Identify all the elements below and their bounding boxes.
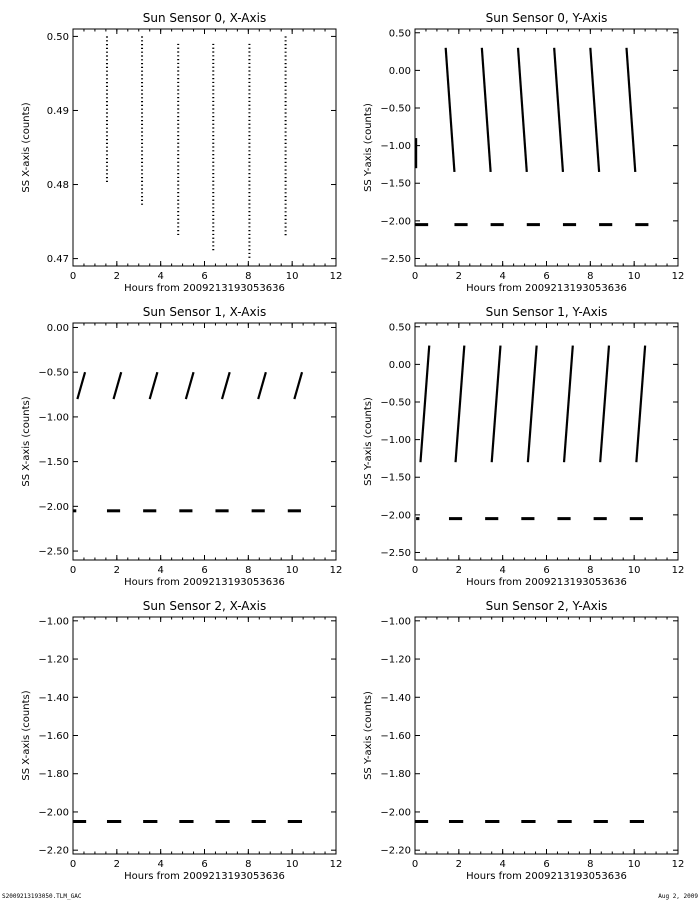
y-tick-label: 0.47	[46, 254, 69, 266]
x-axis-label: Hours from 2009213193053636	[124, 871, 285, 882]
y-tick-label: 0.48	[46, 180, 69, 192]
x-tick-label: 10	[285, 565, 299, 576]
x-tick-label: 8	[245, 565, 252, 576]
x-tick-label: 8	[245, 859, 252, 870]
data-segment-1	[456, 346, 465, 463]
plot-frame	[73, 29, 336, 266]
y-tick-label: −1.40	[38, 692, 69, 704]
chart-panel-3	[363, 305, 684, 588]
chart-panel-5	[363, 599, 684, 882]
x-tick-label: 10	[285, 859, 299, 870]
data-segment-4	[554, 48, 563, 172]
y-tick-label: −2.20	[380, 845, 411, 857]
y-tick-label: −1.20	[38, 654, 69, 666]
y-tick-label: −1.00	[38, 616, 69, 628]
x-tick-label: 12	[329, 859, 343, 870]
x-axis-label: Hours from 2009213193053636	[466, 577, 627, 588]
x-tick-label: 0	[69, 859, 77, 870]
y-tick-label: −1.00	[380, 616, 411, 628]
x-tick-label: 10	[627, 859, 641, 870]
y-tick-label: −1.00	[380, 141, 411, 153]
y-tick-label: 0.00	[388, 65, 411, 77]
y-tick-label: −1.60	[380, 731, 411, 742]
y-tick-label: −0.50	[380, 397, 411, 409]
y-axis-label: SS X-axis (counts)	[21, 102, 32, 193]
x-tick-label: 4	[499, 859, 506, 870]
data-segment-0	[77, 372, 85, 399]
data-segment-2	[492, 346, 501, 463]
x-tick-label: 6	[543, 565, 550, 576]
x-tick-label: 12	[329, 565, 343, 576]
data-segment-4	[564, 346, 573, 463]
y-tick-label: −2.50	[380, 547, 411, 559]
x-tick-label: 12	[671, 565, 685, 576]
x-tick-label: 2	[113, 859, 121, 870]
data-segment-3	[518, 48, 527, 172]
y-tick-label: 0.50	[388, 28, 411, 40]
y-axis-label: SS Y-axis (counts)	[363, 397, 374, 486]
x-tick-label: 10	[285, 271, 299, 282]
y-tick-label: −2.00	[38, 807, 69, 819]
plot-frame	[415, 617, 678, 854]
x-tick-label: 0	[69, 565, 77, 576]
x-axis-label: Hours from 2009213193053636	[466, 871, 627, 882]
y-tick-label: −2.50	[380, 253, 411, 265]
data-segment-3	[186, 372, 194, 399]
plot-frame	[415, 29, 678, 266]
x-tick-label: 8	[587, 271, 594, 282]
data-segment-5	[600, 346, 609, 463]
y-tick-label: −1.20	[380, 654, 411, 666]
y-tick-label: 0.00	[388, 359, 411, 371]
data-segment-2	[150, 372, 158, 399]
y-tick-label: −0.50	[38, 367, 69, 379]
x-tick-label: 8	[245, 271, 252, 282]
chart-panel-2	[21, 305, 342, 588]
x-tick-label: 4	[499, 565, 506, 576]
y-tick-label: 0.49	[46, 105, 69, 117]
y-tick-label: −2.00	[380, 216, 411, 228]
y-tick-label: −2.20	[38, 845, 69, 857]
x-tick-label: 0	[69, 271, 77, 282]
y-tick-label: −2.00	[380, 510, 411, 522]
x-tick-label: 4	[157, 859, 164, 870]
x-axis-label: Hours from 2009213193053636	[124, 577, 285, 588]
x-tick-label: 2	[113, 271, 121, 282]
data-segment-5	[590, 48, 599, 172]
y-tick-label: −0.50	[380, 103, 411, 115]
y-tick-label: −1.50	[380, 178, 411, 190]
x-tick-label: 6	[543, 271, 550, 282]
data-segment-0	[420, 346, 429, 463]
x-tick-label: 12	[329, 271, 343, 282]
chart-title: Sun Sensor 0, Y-Axis	[485, 11, 608, 25]
x-tick-label: 4	[157, 271, 164, 282]
x-tick-label: 6	[201, 271, 208, 282]
x-tick-label: 2	[455, 859, 463, 870]
x-tick-label: 6	[543, 859, 550, 870]
data-segment-3	[528, 346, 537, 463]
chart-title: Sun Sensor 1, X-Axis	[142, 305, 267, 319]
y-tick-label: −1.80	[38, 769, 69, 781]
y-tick-label: −1.50	[380, 472, 411, 484]
footer-date-label: Aug 2, 2009	[658, 893, 698, 900]
chart-title: Sun Sensor 0, X-Axis	[142, 11, 267, 25]
data-segment-1	[114, 372, 122, 399]
x-tick-label: 8	[587, 859, 594, 870]
x-tick-label: 6	[201, 859, 208, 870]
y-tick-label: −2.00	[38, 501, 69, 513]
data-segment-4	[222, 372, 230, 399]
x-tick-label: 0	[411, 859, 419, 870]
y-tick-label: −1.60	[38, 731, 69, 742]
y-tick-label: 0.50	[46, 31, 69, 43]
x-tick-label: 10	[627, 271, 641, 282]
data-segment-6	[294, 372, 302, 399]
y-tick-label: −1.40	[380, 692, 411, 704]
y-tick-label: −1.00	[38, 412, 69, 424]
x-tick-label: 4	[157, 565, 164, 576]
chart-panel-1	[363, 11, 684, 294]
data-segment-6	[626, 48, 635, 172]
y-axis-label: SS X-axis (counts)	[21, 396, 32, 487]
y-tick-label: −1.00	[380, 435, 411, 447]
x-tick-label: 4	[499, 271, 506, 282]
x-tick-label: 10	[627, 565, 641, 576]
data-segment-6	[636, 346, 645, 463]
data-segment-1	[446, 48, 455, 172]
x-tick-label: 12	[671, 271, 685, 282]
plot-frame	[73, 323, 336, 560]
plot-frame	[73, 617, 336, 854]
y-axis-label: SS Y-axis (counts)	[363, 691, 374, 780]
footer-file-label: S2009213193050.TLM_GAC	[2, 893, 82, 900]
x-axis-label: Hours from 2009213193053636	[466, 283, 627, 294]
x-tick-label: 2	[113, 565, 121, 576]
x-tick-label: 0	[411, 271, 419, 282]
chart-panel-4	[21, 599, 342, 882]
y-tick-label: −1.50	[38, 457, 69, 469]
x-tick-label: 12	[671, 859, 685, 870]
x-tick-label: 2	[455, 271, 463, 282]
x-tick-label: 6	[201, 565, 208, 576]
x-tick-label: 8	[587, 565, 594, 576]
y-tick-label: 0.50	[388, 322, 411, 334]
y-tick-label: 0.00	[46, 322, 69, 334]
chart-title: Sun Sensor 2, Y-Axis	[485, 599, 608, 613]
y-tick-label: −2.50	[38, 546, 69, 558]
x-axis-label: Hours from 2009213193053636	[124, 283, 285, 294]
x-tick-label: 2	[455, 565, 463, 576]
y-axis-label: SS X-axis (counts)	[21, 690, 32, 781]
chart-panel-0	[21, 11, 342, 294]
x-tick-label: 0	[411, 565, 419, 576]
data-segment-5	[258, 372, 266, 399]
y-tick-label: −2.00	[380, 807, 411, 819]
data-segment-2	[482, 48, 491, 172]
chart-title: Sun Sensor 2, X-Axis	[142, 599, 267, 613]
y-tick-label: −1.80	[380, 769, 411, 781]
chart-title: Sun Sensor 1, Y-Axis	[485, 305, 608, 319]
y-axis-label: SS Y-axis (counts)	[363, 103, 374, 192]
